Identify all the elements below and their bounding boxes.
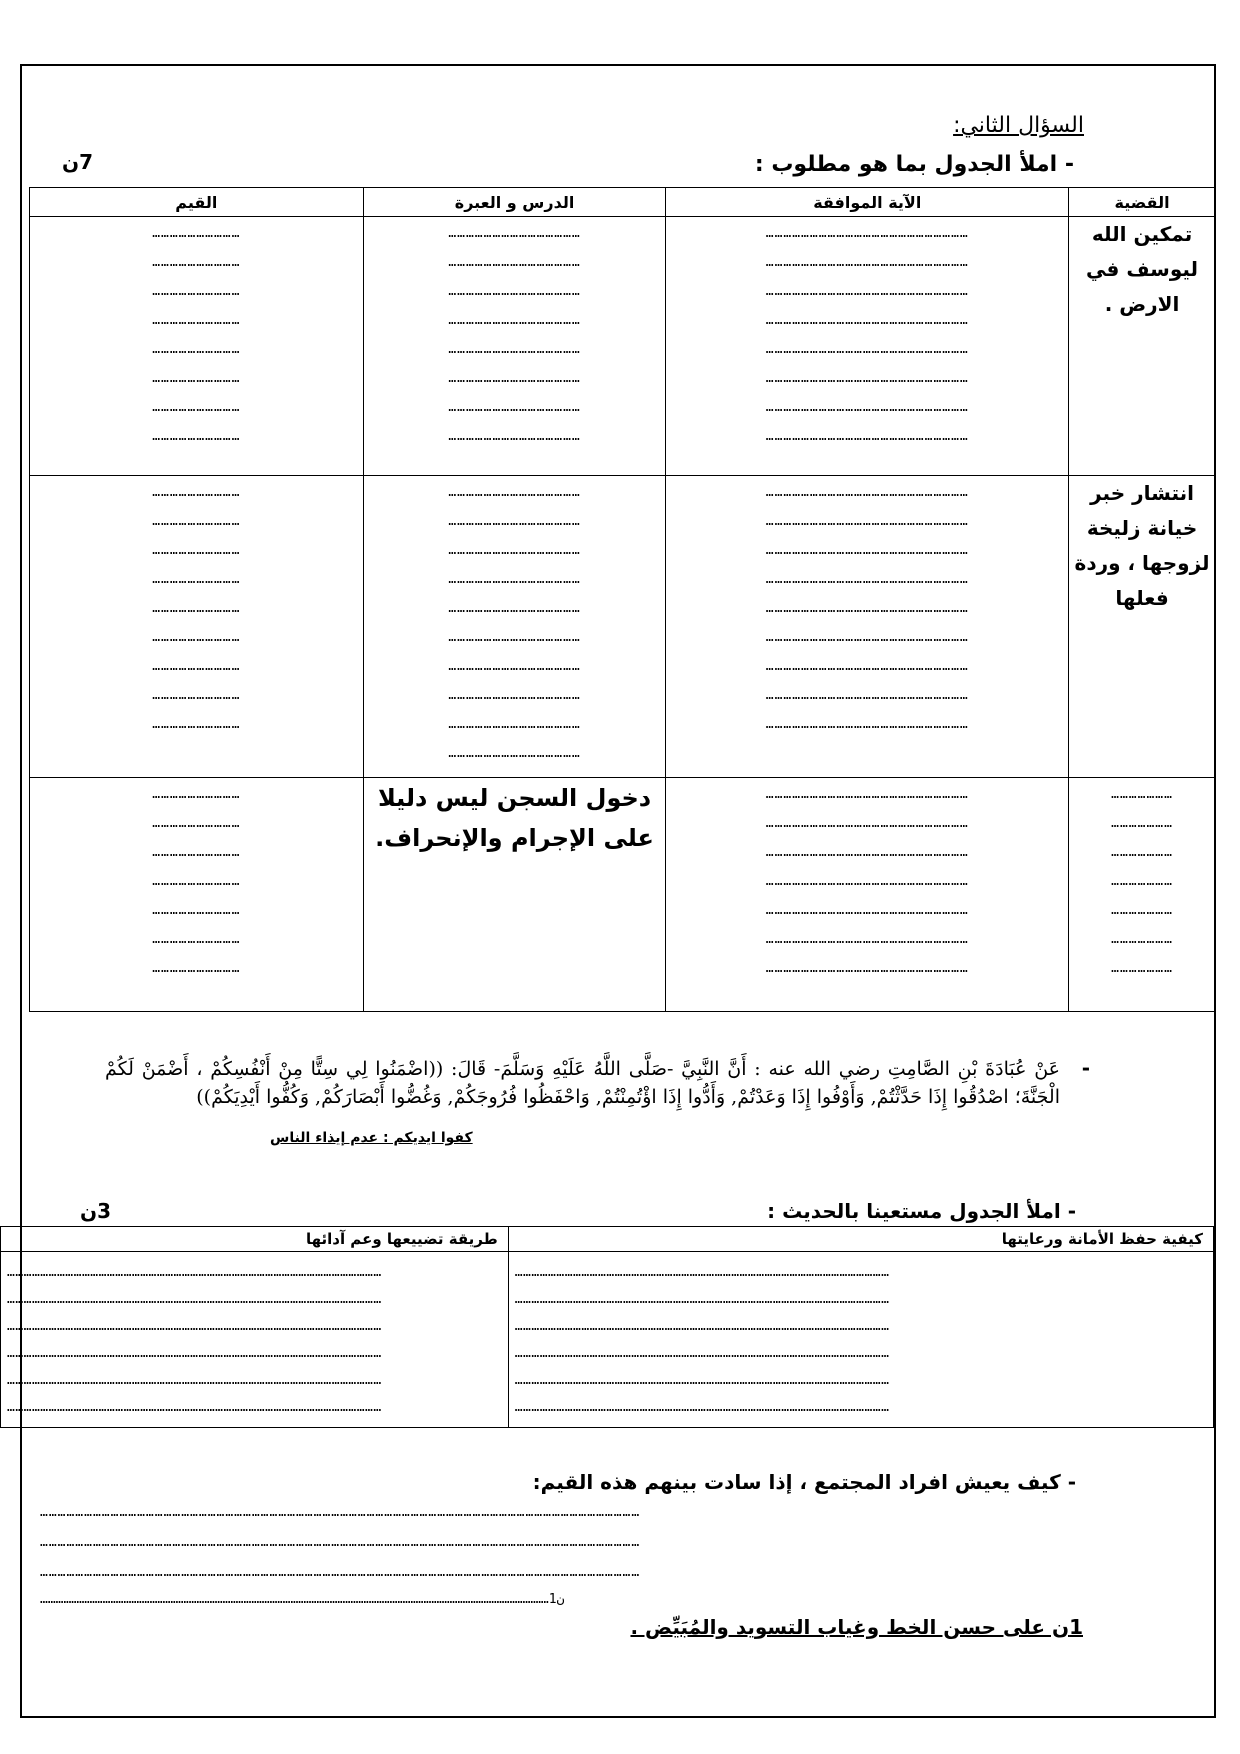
answer-line[interactable]: ……………………………………………………………………………………………………………………………………………………………………………………	[40, 1565, 641, 1580]
lesson-cell[interactable]	[363, 217, 666, 476]
table-row	[1, 1252, 1214, 1428]
dotted-line: ………………………………………	[448, 485, 581, 500]
bullet-dash: -	[1081, 1056, 1090, 1080]
dotted-line: ………………………………………………………………………………………………………………………	[514, 1372, 890, 1388]
table2-header-row	[1, 1227, 1214, 1252]
dotted-line: ………………………………………………………………………………………………………………………	[7, 1264, 382, 1280]
dotted-line: ………………………………………	[448, 226, 581, 241]
dotted-line: …………………………	[152, 903, 241, 918]
issue-cell: انتشار خبر خيانة زليخة لزوجها ، وردة فعلها	[1069, 476, 1216, 778]
dotted-line: ……………………………………………………………	[765, 485, 969, 500]
dotted-line: …………………	[1111, 816, 1173, 831]
table-row	[30, 217, 1216, 476]
keep-trust-cell[interactable]	[508, 1252, 1213, 1428]
table-row	[30, 778, 1216, 1012]
dotted-line: ………………………………………	[448, 514, 581, 529]
dotted-line: ………………………………………	[448, 342, 581, 357]
dotted-line: ……………………………………………………………	[765, 543, 969, 558]
dotted-line: …………………………	[152, 688, 241, 703]
lesson-cell: دخول السجن ليس دليلا على الإجرام والإنحراف.	[363, 778, 666, 1012]
values-cell[interactable]	[30, 778, 364, 1012]
verse-cell[interactable]	[666, 476, 1069, 778]
dotted-line: ………………………………………	[448, 717, 581, 732]
dotted-line: ……………………………………………………………	[765, 787, 969, 802]
dotted-line: ……………………………………………………………	[765, 371, 969, 386]
table-header-row	[30, 188, 1216, 217]
dotted-line: ……………………………………………………………	[765, 816, 969, 831]
dotted-line: ………………………………………	[448, 255, 581, 270]
dotted-line: ……………………………………………………………	[765, 429, 969, 444]
dotted-line: ……………………………………………………………	[765, 572, 969, 587]
table1-instruction: - املأ الجدول بما هو مطلوب :	[754, 152, 1074, 177]
header-lesson: الدرس و العبرة	[363, 188, 666, 217]
dotted-line: …………………………	[152, 284, 241, 299]
lose-trust-cell[interactable]	[1, 1252, 509, 1428]
answer-line-last[interactable]: ……………………………………………………………………………………………………………………………………………………………………………1ن	[40, 1592, 565, 1607]
dotted-line: …………………	[1111, 903, 1173, 918]
dotted-line: ………………………………………………………………………………………………………………………	[514, 1399, 890, 1415]
dotted-line: …………………	[1111, 874, 1173, 889]
points-7: 7ن	[62, 150, 93, 174]
dotted-line: ………………………………………	[448, 429, 581, 444]
dotted-line: ………………………………………	[448, 400, 581, 415]
dotted-line: …………………	[1111, 845, 1173, 860]
dotted-line: ………………………………………	[448, 284, 581, 299]
table-trust	[0, 1226, 1214, 1428]
header-lose-trust: طريقة تضييعها وعم آدائها	[1, 1227, 509, 1252]
dotted-line: ………………………………………	[448, 630, 581, 645]
dotted-line: …………………………	[152, 313, 241, 328]
dotted-line: ………………………………………	[448, 572, 581, 587]
dotted-line: ……………………………………………………………	[765, 226, 969, 241]
values-cell[interactable]	[30, 476, 364, 778]
dotted-line: ………………………………………………………………………………………………………………………	[7, 1291, 382, 1307]
dotted-line: ……………………………………………………………	[765, 342, 969, 357]
question-title: السؤال الثاني:	[953, 113, 1084, 138]
dotted-line: …………………………	[152, 659, 241, 674]
dotted-line: ……………………………………………………………	[765, 688, 969, 703]
answer-line[interactable]: ……………………………………………………………………………………………………………………………………………………………………………………	[40, 1535, 641, 1550]
dotted-line: …………………………	[152, 485, 241, 500]
dotted-line: ………………………………………	[448, 659, 581, 674]
dotted-line: ……………………………………………………………	[765, 717, 969, 732]
dotted-line: ………………………………………………………………………………………………………………………	[514, 1291, 890, 1307]
dotted-line: ………………………………………	[448, 746, 581, 761]
dotted-line: ………………………………………	[448, 371, 581, 386]
table-issues	[29, 187, 1216, 1012]
verse-cell[interactable]	[666, 217, 1069, 476]
header-verse: الآية الموافقة	[666, 188, 1069, 217]
handwriting-note: 1ن على حسن الخط وغياب التسويد والمُبَيِّض .	[630, 1615, 1083, 1639]
lesson-cell[interactable]	[363, 476, 666, 778]
dotted-line: ………………………………………………………………………………………………………………………	[7, 1372, 382, 1388]
header-values: القيم	[30, 188, 364, 217]
dotted-line: ……………………………………………………………	[765, 514, 969, 529]
values-cell[interactable]	[30, 217, 364, 476]
dotted-line: ……………………………………………………………	[765, 255, 969, 270]
dotted-line: …………………………	[152, 255, 241, 270]
dotted-line: ………………………………………………………………………………………………………………………	[7, 1399, 382, 1415]
dotted-line: ……………………………………………………………	[765, 400, 969, 415]
dotted-line: ……………………………………………………………	[765, 601, 969, 616]
dotted-line: ……………………………………………………………	[765, 313, 969, 328]
dotted-line: …………………………	[152, 429, 241, 444]
answer-line[interactable]: ……………………………………………………………………………………………………………………………………………………………………………………	[40, 1505, 641, 1520]
dotted-line: …………………………	[152, 514, 241, 529]
hadith-text: عَنْ عُبَادَةَ بْنِ الصَّامِتِ رضي الله عنه : أَنَّ النَّبِيَّ -صَلَّى اللَّهُ عَلَيْهِ وَسَلَّمَ- قَالَ: ((اضْمَنُوا لِي سِتًّا مِنْ أَنْفُسِكُمْ ، أَضْمَنْ لَكُمْ الْجَنَّةَ؛ اصْدُقُوا إِذَا حَدَّثْتُمْ, وَأَوْفُوا إِذَا وَعَدْتُمْ, وَأَدُّوا إِذَا اؤْتُمِنْتُمْ, وَاحْفَظُوا فُرُوجَكُمْ, وَغُضُّوا أَبْصَارَكُمْ, وَكُفُّوا أَيْدِيَكُمْ))	[105, 1058, 1060, 1108]
dotted-line: ……………………………………………………………	[765, 874, 969, 889]
dotted-line: ………………………………………………………………………………………………………………………	[7, 1345, 382, 1361]
dotted-line: …………………………	[152, 400, 241, 415]
table-row	[30, 476, 1216, 778]
dotted-line: …………………………	[152, 961, 241, 976]
dotted-line: …………………………	[152, 630, 241, 645]
points-3: 3ن	[80, 1199, 111, 1223]
dotted-line: ……………………………………………………………	[765, 845, 969, 860]
dotted-line: ………………………………………	[448, 688, 581, 703]
dotted-line: ………………………………………	[448, 543, 581, 558]
dotted-line: …………………………	[152, 342, 241, 357]
dotted-line: ……………………………………………………………	[765, 903, 969, 918]
header-keep-trust: كيفية حفظ الأمانة ورعايتها	[508, 1227, 1213, 1252]
dotted-line: …………………………	[152, 543, 241, 558]
dotted-line: …………………………	[152, 845, 241, 860]
dotted-line: ………………………………………………………………………………………………………………………	[514, 1318, 890, 1334]
dotted-line: …………………………	[152, 717, 241, 732]
dotted-line: …………………………	[152, 932, 241, 947]
dotted-line: ………………………………………	[448, 313, 581, 328]
hadith-note: كفوا ايديكم : عدم إيذاء الناس	[270, 1130, 473, 1146]
dotted-line: …………………………	[152, 874, 241, 889]
dotted-line: ……………………………………………………………	[765, 284, 969, 299]
verse-cell[interactable]	[666, 778, 1069, 1012]
issue-cell[interactable]	[1069, 778, 1216, 1012]
dotted-line: ……………………………………………………………	[765, 659, 969, 674]
dotted-line: ………………………………………………………………………………………………………………………	[514, 1264, 890, 1280]
dotted-line: ……………………………………………………………	[765, 630, 969, 645]
dotted-line: ……………………………………………………………	[765, 961, 969, 976]
dotted-line: ………………………………………	[448, 601, 581, 616]
issue-cell: تمكين الله ليوسف في الارض .	[1069, 217, 1216, 476]
dotted-line: …………………………	[152, 601, 241, 616]
dotted-line: ………………………………………………………………………………………………………………………	[7, 1318, 382, 1334]
dotted-line: …………………	[1111, 961, 1173, 976]
question-society: - كيف يعيش افراد المجتمع ، إذا سادت بينهم هذه القيم:	[532, 1470, 1076, 1494]
dotted-line: ………………………………………………………………………………………………………………………	[514, 1345, 890, 1361]
dotted-line: ……………………………………………………………	[765, 932, 969, 947]
dotted-line: …………………	[1111, 787, 1173, 802]
dotted-line: …………………………	[152, 787, 241, 802]
dotted-line: …………………………	[152, 371, 241, 386]
dotted-line: …………………………	[152, 816, 241, 831]
dotted-line: …………………………	[152, 572, 241, 587]
header-issue: القضية	[1069, 188, 1216, 217]
table2-instruction: - املأ الجدول مستعينا بالحديث :	[767, 1199, 1076, 1223]
dotted-line: …………………	[1111, 932, 1173, 947]
dotted-line: …………………………	[152, 226, 241, 241]
